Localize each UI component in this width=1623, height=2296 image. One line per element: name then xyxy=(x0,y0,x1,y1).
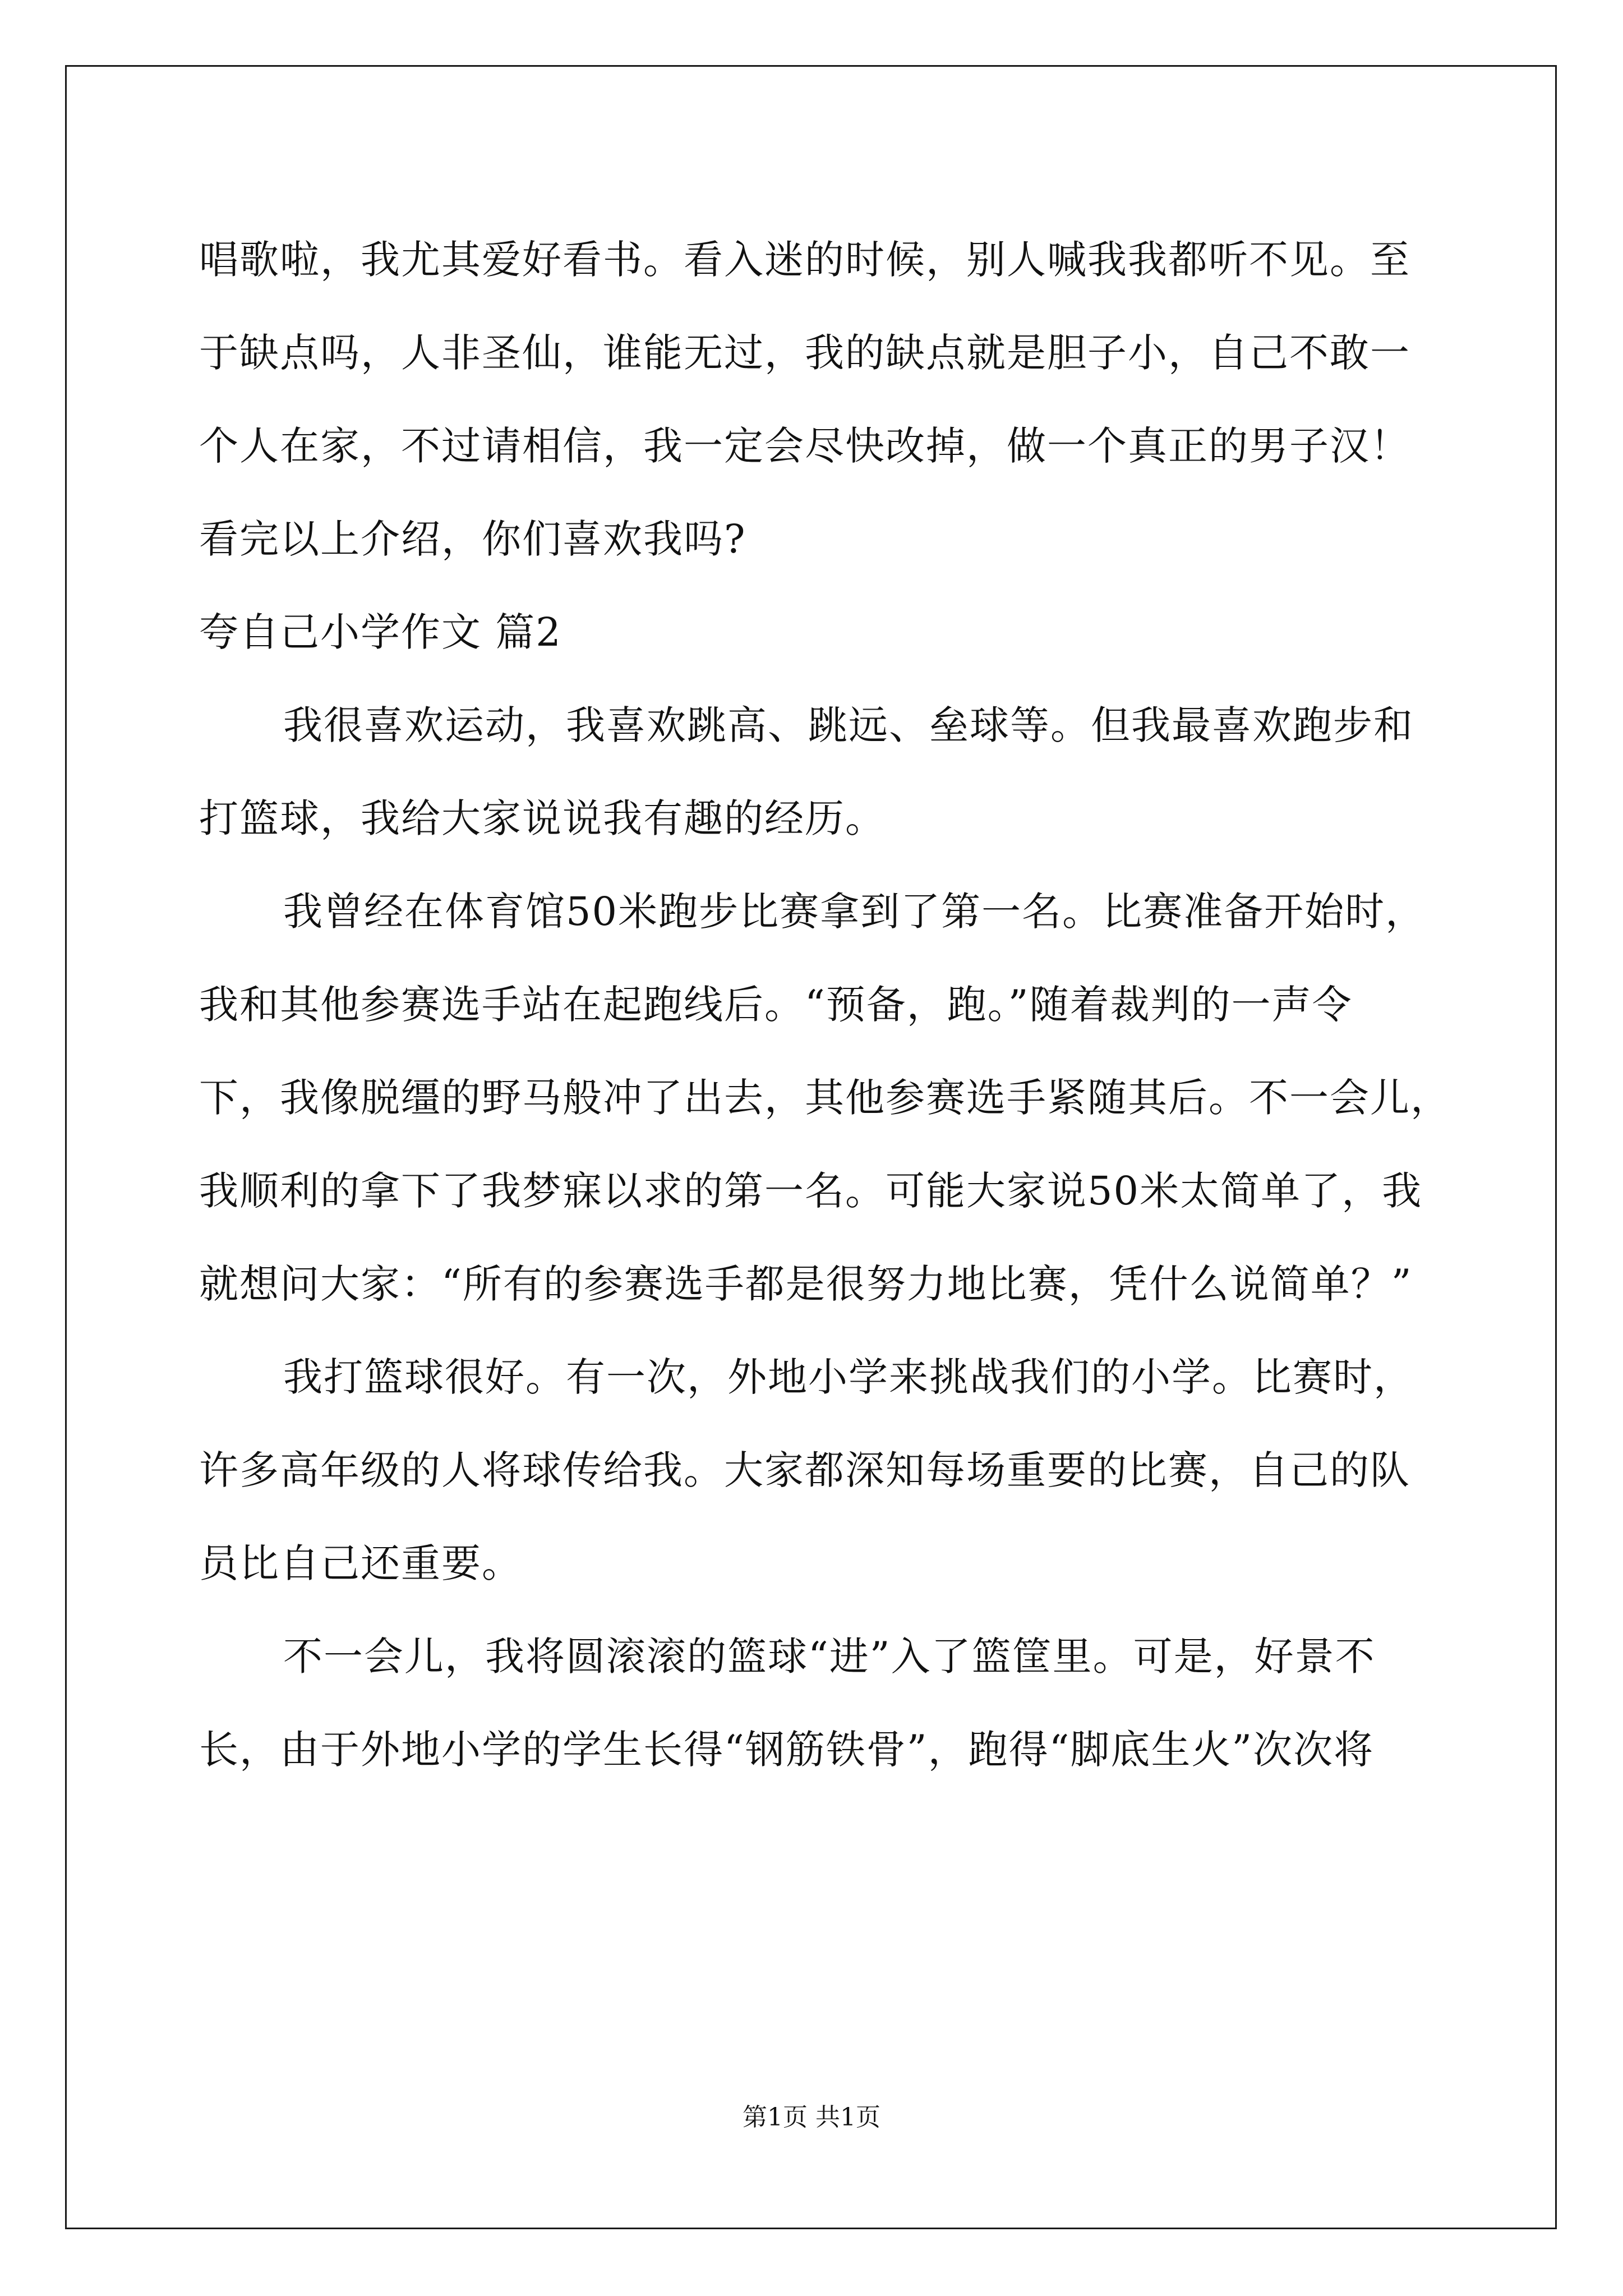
text-line: 许多高年级的人将球传给我。大家都深知每场重要的比赛，自己的队 xyxy=(199,1447,1410,1493)
text-line: 于缺点吗，人非圣仙，谁能无过，我的缺点就是胆子小，自己不敢一 xyxy=(199,330,1410,376)
text-line: 我顺利的拿下了我梦寐以求的第一名。可能大家说50米太简单了，我 xyxy=(199,1168,1423,1214)
text-line: 下，我像脱缰的野马般冲了出去，其他参赛选手紧随其后。不一会儿， xyxy=(199,1075,1451,1121)
text-line: 唱歌啦，我尤其爱好看书。看入迷的时候，别人喊我我都听不见。至 xyxy=(199,237,1410,283)
text-line: 员比自己还重要。 xyxy=(199,1540,522,1586)
document-body xyxy=(199,213,1450,1796)
text-line: 长，由于外地小学的学生长得“钢筋铁骨”，跑得“脚底生火”次次将 xyxy=(199,1727,1375,1773)
text-line: 我很喜欢运动，我喜欢跳高、跳远、垒球等。但我最喜欢跑步和 xyxy=(283,702,1414,748)
text-line: 就想问大家：“所有的参赛选手都是很努力地比赛，凭什么说简单？” xyxy=(199,1261,1413,1307)
section-heading: 夸自己小学作文 篇2 xyxy=(199,609,562,655)
text-line: 我曾经在体育馆50米跑步比赛拿到了第一名。比赛准备开始时， xyxy=(283,889,1426,935)
text-line: 看完以上介绍，你们喜欢我吗? xyxy=(199,516,746,562)
text-line: 我打篮球很好。有一次，外地小学来挑战我们的小学。比赛时， xyxy=(283,1354,1414,1400)
text-line: 不一会儿，我将圆滚滚的篮球“进”入了篮筐里。可是，好景不 xyxy=(283,1634,1376,1680)
text-line: 我和其他参赛选手站在起跑线后。“预备，跑。”随着裁判的一声令 xyxy=(199,982,1353,1028)
text-line: 个人在家，不过请相信，我一定会尽快改掉，做一个真正的男子汉！ xyxy=(199,423,1410,469)
text-line: 打篮球，我给大家说说我有趣的经历。 xyxy=(199,795,886,841)
page-footer: 第1页 共1页 xyxy=(743,2103,880,2132)
